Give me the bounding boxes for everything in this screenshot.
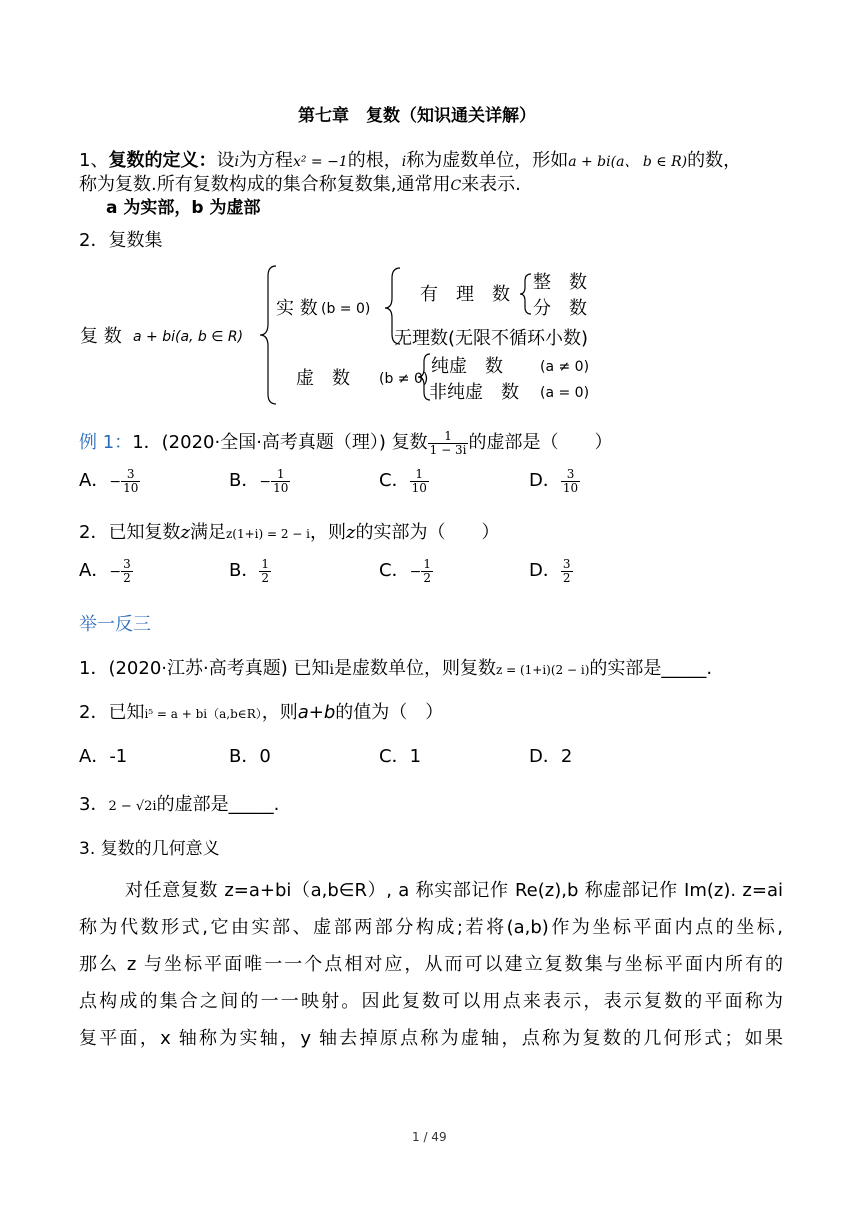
option-fraction [121,468,140,495]
option-fraction [561,468,580,495]
option-b [229,556,271,585]
fraction-denominator: 2 [423,570,431,585]
question-text: ，则 [310,522,346,543]
fraction-denominator: 10 [411,480,427,495]
fraction-denominator: 1 − 3i [429,442,467,457]
paragraph-line: 称为代数形式,它由实部、虚部两部分构成;若将(a,b)作为坐标平面内点的坐标, [79,917,783,938]
fraction-denominator: 2 [562,570,571,585]
definition-heading: 复数的定义： [108,150,217,171]
equation: 2 − √2i [108,799,157,814]
option-b: B．0 [229,746,271,767]
fraction-denominator: 10 [562,480,579,495]
option-sign: − [109,474,122,490]
fraction-numerator: 1 [428,430,469,444]
equation: z = (1+i)(2 − i) [495,663,590,677]
option-letter: D． [529,560,561,581]
definition-text: 的数， [687,150,742,171]
option-c [379,556,433,585]
fraction-denominator: 10 [123,480,139,495]
option-fraction [410,468,429,495]
equation: i⁵ = a + bi [144,707,208,721]
paragraph-line: 点构成的集合之间的一一映射。因此复数可以用点来表示，表示复数的平面称为 [79,991,783,1012]
question-text: 2．已知复数 [79,522,181,543]
option-letter: C． [379,560,410,581]
option-letter: B． [229,470,260,491]
nonpure-cond: (a = 0) [540,385,590,401]
imag-unit: i [329,662,334,678]
condition: （a,b∈R） [207,707,262,721]
option-c: C．1 [379,746,422,767]
fraction-numerator: 3 [123,556,131,571]
practice-label: 举一反三 [79,614,151,635]
fraction-numerator: 1 [423,556,431,571]
option-sign: − [409,564,422,580]
practice-q2 [79,698,443,724]
imag-unit: i [234,154,239,170]
option-c [379,466,429,495]
paragraph-line: 那么 z 与坐标平面唯一一个点相对应，从而可以建立复数集与坐标平面内所有的 [79,954,783,975]
definition-line-1 [79,146,741,172]
option-fraction [271,468,290,495]
question-text: 1．(2020·全国·高考真题（理）) 复数 [132,432,428,453]
option-fraction [259,558,271,585]
variable-z: z [346,522,356,543]
question-text: 1．(2020·江苏·高考真题) 已知 [79,658,330,679]
geometry-paragraph [79,872,783,1057]
fraction-denominator: 2 [123,570,131,585]
irrational-label: 无理数(无限不循环小数) [394,328,589,349]
page-title: 第七章 复数（知识通关详解） [298,106,536,126]
option-letter: A． [79,470,110,491]
option-fraction [121,558,133,585]
brace-rational [520,274,531,314]
complex-set-tree [70,260,630,410]
fraction-numerator: 1 [410,468,429,482]
complex-form: a + bi(a、 b ∈ R) [568,154,688,170]
paragraph-line: 复平面，x 轴称为实轴，y 轴去掉原点称为虚轴，点称为复数的几何形式；如果 [79,1028,783,1049]
option-a: A．-1 [79,746,128,767]
option-a [79,556,133,585]
question-text: 的虚部是_____. [156,794,280,815]
definition-number: 1、 [79,150,109,171]
definition-text: 来表示. [461,174,521,195]
pure-label: 纯虚 数 [431,356,503,377]
equation: z(1+i) = 2 − i [225,527,310,541]
root-math: a + bi(a, b ∈ R) [133,329,244,345]
option-letter: A． [79,560,110,581]
pure-cond: (a ≠ 0) [540,359,590,375]
rational-label: 有 理 数 [420,284,510,305]
definition-text: 称为复数.所有复数构成的集合称复数集,通常用 [79,174,451,195]
definition-text: 设 [216,150,235,171]
set-symbol: C [450,178,462,194]
definition-note: a 为实部，b 为虚部 [106,198,261,218]
fraction-numerator: 3 [561,468,580,482]
definition-text: 的根， [347,150,402,171]
real-cond: (b = 0) [321,301,371,317]
option-fraction [421,558,433,585]
equation: x² = −1 [292,154,348,170]
fraction-denominator: 10 [273,480,289,495]
definition-text: 称为虚数单位，形如 [406,150,569,171]
fraction-numerator: 1 [261,556,269,571]
question-number: 3． [79,794,109,815]
imag-label: 虚 数 [296,368,350,389]
brace-root [260,266,276,404]
root-label: 复 数 [80,326,122,347]
fraction-label: 分 数 [533,298,587,319]
section-heading-geometry: 3. 复数的几何意义 [79,839,220,859]
expression: a+b [297,702,336,723]
page-number: 1 / 49 [412,1130,447,1144]
question-text: 的实部为（ ） [355,522,500,543]
example1-q2 [79,518,499,544]
option-letter: D． [529,470,561,491]
fraction-numerator: 3 [562,556,571,571]
real-label: 实 数 [276,298,318,319]
option-sign: − [259,474,272,490]
imag-cond: (b ≠ 0) [379,371,429,387]
option-d [529,556,573,585]
example-label: 例 1： [79,432,133,453]
option-b [229,466,290,495]
fraction [428,430,469,457]
example1-q1 [79,428,612,457]
practice-q3 [79,790,279,816]
option-d [529,466,580,495]
option-sign: − [109,564,122,580]
imag-unit: i [401,154,407,170]
question-text: 2．已知 [79,702,145,723]
question-text: 的值为（ ） [335,702,444,723]
practice-q1 [79,654,712,680]
question-text: 的实部是_____. [589,658,713,679]
question-text: 满足 [189,522,226,543]
option-letter: B． [229,560,260,581]
option-fraction [561,558,573,585]
option-letter: C． [379,470,410,491]
option-a [79,466,140,495]
definition-text: 为方程 [238,150,293,171]
integer-label: 整 数 [533,272,587,293]
section-heading: 2．复数集 [79,230,163,251]
question-text: ，则 [261,702,298,723]
option-d: D．2 [529,746,573,767]
fraction-numerator: 1 [271,468,290,482]
paragraph-line: 对任意复数 z=a+bi（a,b∈R）, a 称实部记作 Re(z),b 称虚部记作 Im(z). z=ai [125,880,783,901]
fraction-numerator: 3 [121,468,140,482]
question-text: 是虚数单位，则复数 [333,658,496,679]
nonpure-label: 非纯虚 数 [429,382,519,403]
variable-z: z [180,522,190,543]
question-text: 的虚部是（ ） [468,432,613,453]
fraction-denominator: 2 [261,570,269,585]
